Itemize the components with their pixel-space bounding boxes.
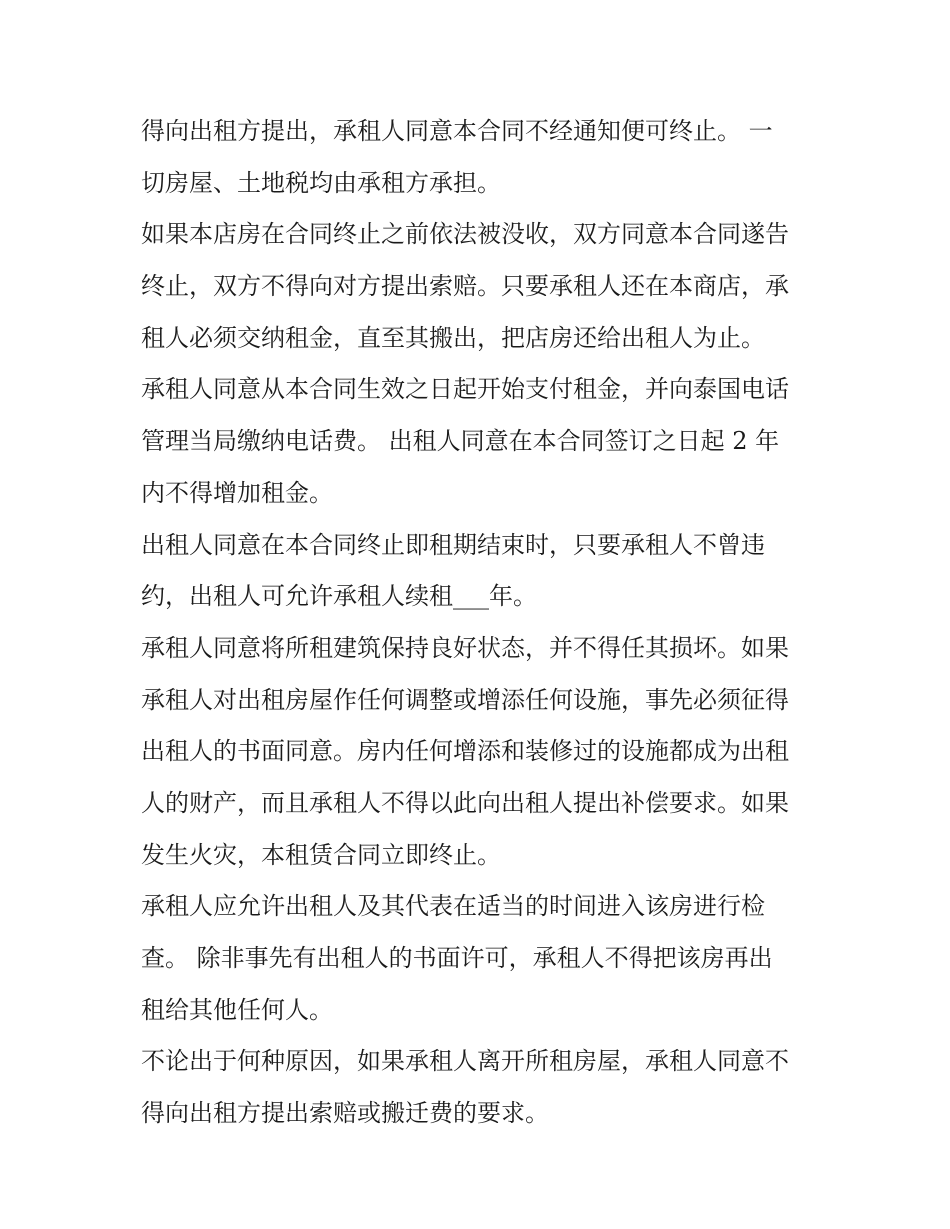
text-line: 承租人对出租房屋作任何调整或增添任何设施，事先必须征得 bbox=[141, 685, 789, 714]
contract-text bbox=[141, 106, 821, 1140]
text-line: 得向出租方提出，承租人同意本合同不经通知便可终止。 一 bbox=[141, 117, 773, 145]
text-line: 管理当局缴纳电话费。 出租人同意在本合同签订之日起 2 年 bbox=[141, 427, 780, 456]
text-line: 租给其他任何人。 bbox=[141, 995, 333, 1024]
text-line: 查。 除非事先有出租人的书面许可，承租人不得把该房再出 bbox=[141, 944, 773, 972]
text-line: 租人必须交纳租金，直至其搬出，把店房还给出租人为止。 bbox=[141, 323, 765, 352]
text-line: 切房屋、土地税均由承租方承担。 bbox=[141, 168, 501, 197]
text-line: 不论出于何种原因，如果承租人离开所租房屋，承租人同意不 bbox=[141, 1047, 789, 1076]
text-line: 如果本店房在合同终止之前依法被没收，双方同意本合同遂告 bbox=[141, 220, 789, 249]
text-line: 承租人同意从本合同生效之日起开始支付租金，并向泰国电话 bbox=[141, 375, 789, 404]
text-line: 出租人同意在本合同终止即租期结束时，只要承租人不曾违 bbox=[141, 530, 765, 559]
text-line: 出租人的书面同意。房内任何增添和装修过的设施都成为出租 bbox=[141, 737, 789, 766]
text-line: 人的财产，而且承租人不得以此向出租人提出补偿要求。如果 bbox=[141, 788, 789, 817]
text-line: 约，出租人可允许承租人续租___年。 bbox=[141, 582, 537, 611]
text-line: 承租人同意将所租建筑保持良好状态，并不得任其损坏。如果 bbox=[141, 633, 789, 662]
text-line: 发生火灾，本租赁合同立即终止。 bbox=[141, 840, 501, 869]
text-line: 内不得增加租金。 bbox=[141, 478, 333, 507]
text-line: 得向出租方提出索赔或搬迁费的要求。 bbox=[141, 1099, 549, 1128]
text-line: 终止，双方不得向对方提出索赔。只要承租人还在本商店，承 bbox=[141, 272, 789, 301]
text-line: 承租人应允许出租人及其代表在适当的时间进入该房进行检 bbox=[141, 892, 765, 921]
